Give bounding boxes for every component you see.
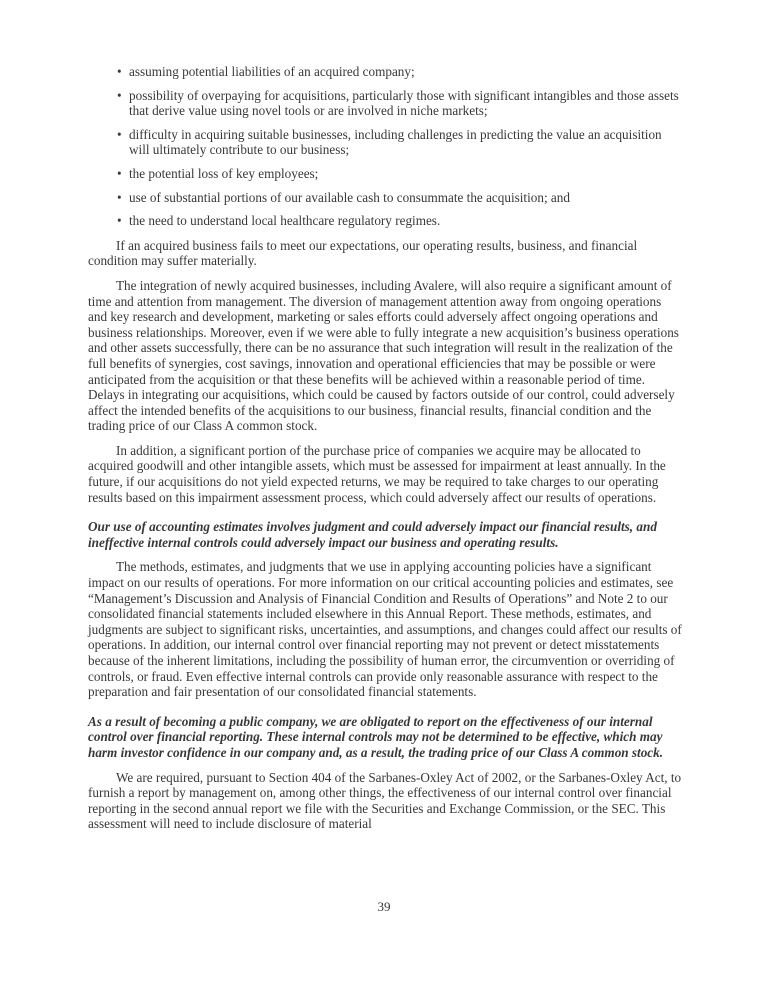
bullet-item xyxy=(88,127,682,158)
bullet-icon: • xyxy=(117,189,122,205)
bullet-icon: • xyxy=(117,126,122,142)
bullet-text: assuming potential liabilities of an acquired company; xyxy=(129,64,415,79)
paragraph-sarbanes-oxley: We are required, pursuant to Section 404 of the Sarbanes-Oxley Act of 2002, or the Sarbanes-Oxley Act, to furnish a report by management on, among other things, the effectiveness of our internal control over financial reporting in the second annual report we file with the Securities and Exchange Commission, or the SEC. This assessment will need to include disclosure of material xyxy=(88,769,682,832)
bullet-text: use of substantial portions of our available cash to consummate the acquisition; and xyxy=(129,189,570,205)
bullet-text: possibility of overpaying for acquisitions, particularly those with significant intangibles and those assets that derive value using novel tools or are involved in niche markets; xyxy=(129,87,679,119)
bullet-icon: • xyxy=(117,87,122,103)
bullet-icon: • xyxy=(117,213,122,229)
bullet-item xyxy=(88,213,682,229)
page-content xyxy=(88,64,682,832)
section-heading-public-company-reporting: As a result of becoming a public company, we are obligated to report on the effectiveness of our internal control over financial reporting. These internal controls may not be determined to be effective, which may harm investor confidence in our company and, as a result, the trading price of our Class A common stock. xyxy=(88,713,664,760)
bullet-text: the need to understand local healthcare regulatory regimes. xyxy=(129,213,441,229)
page-number: 39 xyxy=(377,899,391,914)
bullet-icon: • xyxy=(117,165,122,181)
paragraph-goodwill-impairment: In addition, a significant portion of the purchase price of companies we acquire may be allocated to acquired goodwill and other intangible assets, which must be assessed for impairment at least annually. In the future, if our acquisitions do not yield expected returns, we may be required to take charges to our operating results based on this impairment assessment process, which could adversely affect our results of operations. xyxy=(88,442,666,505)
bullet-item xyxy=(88,190,682,206)
section-heading-accounting-estimates: Our use of accounting estimates involves judgment and could adversely impact our financial results, and ineffective internal controls could adversely impact our business and operating results. xyxy=(88,519,657,550)
bullet-text: difficulty in acquiring suitable businesses, including challenges in predicting the value an acquisition will ultimately contribute to our business; xyxy=(129,126,662,158)
bullet-item xyxy=(88,166,682,182)
bullet-item xyxy=(88,64,682,80)
bullet-text: the potential loss of key employees; xyxy=(129,165,319,181)
bullet-item xyxy=(88,88,682,119)
paragraph-integration: The integration of newly acquired businesses, including Avalere, will also require a significant amount of time and attention from management. The diversion of management attention away from ongoing operations and key research and development, marketing or sales efforts could adversely affect ongoing operations and business relationships. Moreover, even if we were able to fully integrate a new acquisition’s business operations and other assets successfully, there can be no assurance that such integration will result in the realization of the full benefits of synergies, cost savings, innovation and operational efficiencies that may be possible or were anticipated from the acquisition or that these benefits will be achieved within a reasonable period of time. Delays in integrating our acquisitions, which could be caused by factors outside of our control, could adversely affect the intended benefits of the acquisitions to our business, financial results, financial condition and the trading price of our Class A common stock. xyxy=(88,277,679,434)
risk-bullet-list xyxy=(88,64,682,229)
paragraph-acquired-business: If an acquired business fails to meet our expectations, our operating results, business, and financial condition may suffer materially. xyxy=(88,237,638,269)
paragraph-methods-estimates: The methods, estimates, and judgments that we use in applying accounting policies have a significant impact on our results of operations. For more information on our critical accounting policies and estimates, see “Management’s Discussion and Analysis of Financial Condition and Results of Operations” and Note 2 to our consolidated financial statements included elsewhere in this Annual Report. These methods, estimates, and judgments are subject to significant risks, uncertainties, and assumptions, and changes could affect our results of operations. In addition, our internal control over financial reporting may not prevent or detect misstatements because of the inherent limitations, including the possibility of human error, the circumvention or overriding of controls, or fraud. Even effective internal controls can provide only reasonable assurance with respect to the preparation and fair presentation of our consolidated financial statements. xyxy=(88,559,682,700)
bullet-icon: • xyxy=(117,64,122,79)
